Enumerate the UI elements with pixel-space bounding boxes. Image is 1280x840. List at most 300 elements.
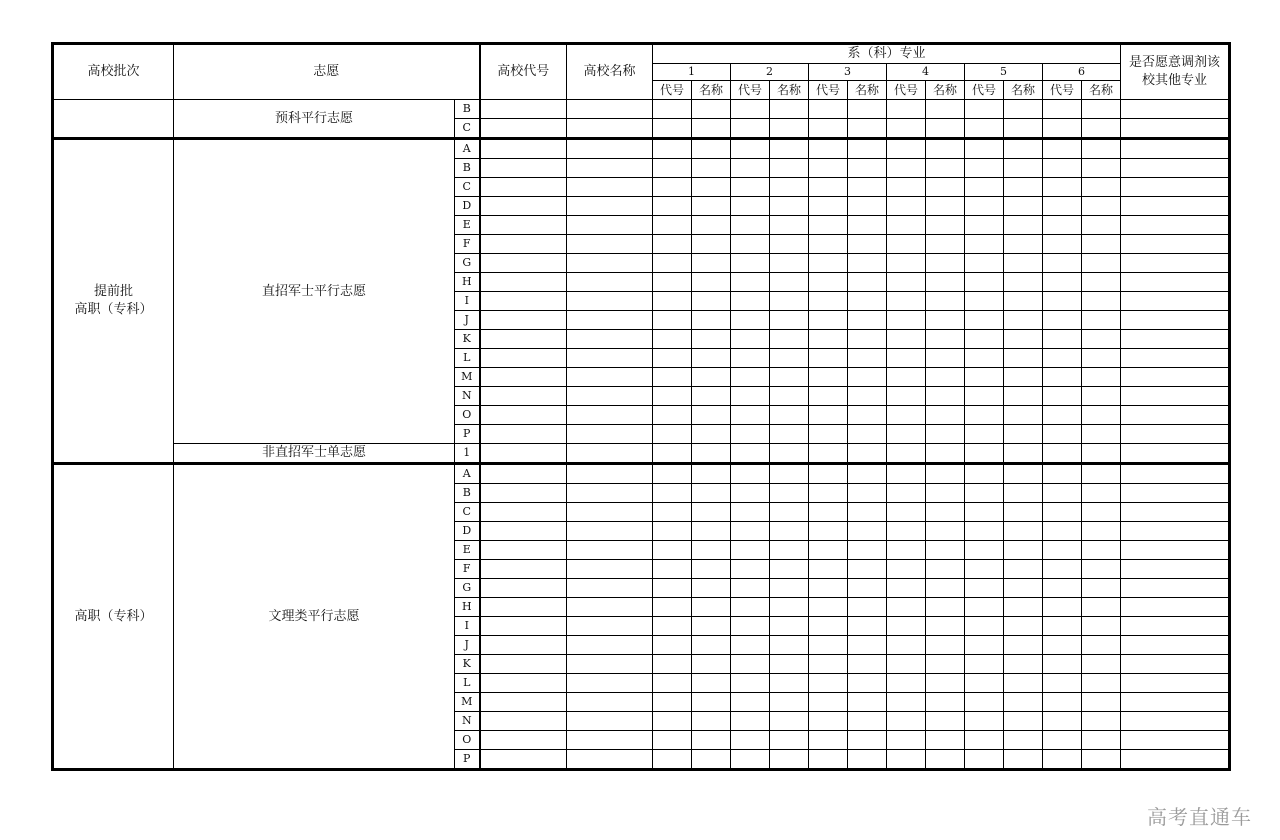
- adjust-cell[interactable]: [1121, 178, 1230, 197]
- major-name-cell[interactable]: [1004, 330, 1043, 349]
- major-name-cell[interactable]: [848, 636, 887, 655]
- major-code-cell[interactable]: [1043, 159, 1082, 178]
- major-code-cell[interactable]: [1043, 254, 1082, 273]
- major-name-cell[interactable]: [770, 655, 809, 674]
- adjust-cell[interactable]: [1121, 636, 1230, 655]
- major-name-cell[interactable]: [926, 655, 965, 674]
- school-code-cell[interactable]: [480, 464, 567, 484]
- major-code-cell[interactable]: [1043, 617, 1082, 636]
- major-name-cell[interactable]: [848, 693, 887, 712]
- major-code-cell[interactable]: [965, 674, 1004, 693]
- school-code-cell[interactable]: [480, 139, 567, 159]
- major-code-cell[interactable]: [1043, 693, 1082, 712]
- major-code-cell[interactable]: [653, 617, 692, 636]
- school-name-cell[interactable]: [567, 560, 653, 579]
- major-name-cell[interactable]: [1004, 484, 1043, 503]
- major-name-cell[interactable]: [1004, 254, 1043, 273]
- major-name-cell[interactable]: [770, 598, 809, 617]
- major-code-cell[interactable]: [965, 655, 1004, 674]
- major-name-cell[interactable]: [692, 541, 731, 560]
- major-name-cell[interactable]: [692, 197, 731, 216]
- major-name-cell[interactable]: [848, 541, 887, 560]
- school-name-cell[interactable]: [567, 444, 653, 464]
- school-code-cell[interactable]: [480, 387, 567, 406]
- major-name-cell[interactable]: [926, 139, 965, 159]
- major-code-cell[interactable]: [653, 292, 692, 311]
- major-code-cell[interactable]: [1043, 712, 1082, 731]
- major-name-cell[interactable]: [1082, 368, 1121, 387]
- major-code-cell[interactable]: [809, 406, 848, 425]
- major-code-cell[interactable]: [809, 712, 848, 731]
- school-name-cell[interactable]: [567, 119, 653, 139]
- major-code-cell[interactable]: [809, 235, 848, 254]
- major-code-cell[interactable]: [653, 235, 692, 254]
- adjust-cell[interactable]: [1121, 522, 1230, 541]
- major-code-cell[interactable]: [887, 330, 926, 349]
- school-name-cell[interactable]: [567, 368, 653, 387]
- major-code-cell[interactable]: [965, 139, 1004, 159]
- major-name-cell[interactable]: [1082, 484, 1121, 503]
- major-name-cell[interactable]: [848, 254, 887, 273]
- major-name-cell[interactable]: [848, 349, 887, 368]
- major-code-cell[interactable]: [887, 674, 926, 693]
- major-code-cell[interactable]: [887, 235, 926, 254]
- major-code-cell[interactable]: [887, 197, 926, 216]
- school-code-cell[interactable]: [480, 560, 567, 579]
- major-name-cell[interactable]: [692, 693, 731, 712]
- major-code-cell[interactable]: [887, 655, 926, 674]
- major-code-cell[interactable]: [653, 693, 692, 712]
- major-code-cell[interactable]: [809, 273, 848, 292]
- major-code-cell[interactable]: [653, 655, 692, 674]
- major-code-cell[interactable]: [809, 139, 848, 159]
- adjust-cell[interactable]: [1121, 693, 1230, 712]
- major-name-cell[interactable]: [1082, 464, 1121, 484]
- major-name-cell[interactable]: [926, 235, 965, 254]
- major-name-cell[interactable]: [1082, 560, 1121, 579]
- school-code-cell[interactable]: [480, 292, 567, 311]
- major-name-cell[interactable]: [1004, 292, 1043, 311]
- major-code-cell[interactable]: [809, 503, 848, 522]
- major-code-cell[interactable]: [653, 216, 692, 235]
- major-code-cell[interactable]: [1043, 368, 1082, 387]
- major-code-cell[interactable]: [965, 425, 1004, 444]
- major-name-cell[interactable]: [1082, 750, 1121, 770]
- school-name-cell[interactable]: [567, 522, 653, 541]
- major-name-cell[interactable]: [1082, 119, 1121, 139]
- school-code-cell[interactable]: [480, 330, 567, 349]
- major-name-cell[interactable]: [848, 406, 887, 425]
- school-code-cell[interactable]: [480, 254, 567, 273]
- major-name-cell[interactable]: [926, 216, 965, 235]
- major-code-cell[interactable]: [965, 273, 1004, 292]
- major-name-cell[interactable]: [1082, 100, 1121, 119]
- major-name-cell[interactable]: [926, 406, 965, 425]
- major-code-cell[interactable]: [1043, 311, 1082, 330]
- major-name-cell[interactable]: [1004, 464, 1043, 484]
- major-code-cell[interactable]: [653, 503, 692, 522]
- major-code-cell[interactable]: [809, 159, 848, 178]
- major-code-cell[interactable]: [809, 636, 848, 655]
- major-code-cell[interactable]: [809, 655, 848, 674]
- school-code-cell[interactable]: [480, 311, 567, 330]
- major-code-cell[interactable]: [731, 235, 770, 254]
- school-name-cell[interactable]: [567, 100, 653, 119]
- major-code-cell[interactable]: [653, 349, 692, 368]
- major-code-cell[interactable]: [653, 750, 692, 770]
- major-name-cell[interactable]: [848, 216, 887, 235]
- major-code-cell[interactable]: [809, 579, 848, 598]
- major-name-cell[interactable]: [1004, 349, 1043, 368]
- major-name-cell[interactable]: [1004, 139, 1043, 159]
- major-name-cell[interactable]: [926, 444, 965, 464]
- major-code-cell[interactable]: [1043, 235, 1082, 254]
- adjust-cell[interactable]: [1121, 560, 1230, 579]
- major-name-cell[interactable]: [1004, 235, 1043, 254]
- school-code-cell[interactable]: [480, 216, 567, 235]
- major-name-cell[interactable]: [770, 541, 809, 560]
- major-code-cell[interactable]: [809, 750, 848, 770]
- major-name-cell[interactable]: [926, 254, 965, 273]
- school-name-cell[interactable]: [567, 598, 653, 617]
- major-code-cell[interactable]: [1043, 750, 1082, 770]
- major-code-cell[interactable]: [731, 444, 770, 464]
- adjust-cell[interactable]: [1121, 464, 1230, 484]
- major-name-cell[interactable]: [692, 139, 731, 159]
- major-code-cell[interactable]: [887, 100, 926, 119]
- major-code-cell[interactable]: [965, 387, 1004, 406]
- major-code-cell[interactable]: [965, 368, 1004, 387]
- major-code-cell[interactable]: [887, 560, 926, 579]
- major-name-cell[interactable]: [1004, 598, 1043, 617]
- major-name-cell[interactable]: [692, 330, 731, 349]
- major-name-cell[interactable]: [926, 598, 965, 617]
- major-code-cell[interactable]: [887, 406, 926, 425]
- major-name-cell[interactable]: [1082, 731, 1121, 750]
- major-name-cell[interactable]: [1082, 197, 1121, 216]
- major-code-cell[interactable]: [809, 100, 848, 119]
- major-name-cell[interactable]: [1082, 311, 1121, 330]
- school-code-cell[interactable]: [480, 119, 567, 139]
- adjust-cell[interactable]: [1121, 119, 1230, 139]
- school-name-cell[interactable]: [567, 712, 653, 731]
- major-code-cell[interactable]: [653, 598, 692, 617]
- major-code-cell[interactable]: [887, 273, 926, 292]
- major-name-cell[interactable]: [1004, 425, 1043, 444]
- major-code-cell[interactable]: [809, 254, 848, 273]
- school-code-cell[interactable]: [480, 368, 567, 387]
- major-code-cell[interactable]: [1043, 655, 1082, 674]
- school-code-cell[interactable]: [480, 712, 567, 731]
- major-code-cell[interactable]: [731, 254, 770, 273]
- adjust-cell[interactable]: [1121, 444, 1230, 464]
- major-name-cell[interactable]: [926, 349, 965, 368]
- major-name-cell[interactable]: [926, 693, 965, 712]
- major-name-cell[interactable]: [1004, 731, 1043, 750]
- major-name-cell[interactable]: [926, 292, 965, 311]
- major-code-cell[interactable]: [809, 464, 848, 484]
- major-code-cell[interactable]: [887, 425, 926, 444]
- major-name-cell[interactable]: [692, 484, 731, 503]
- school-name-cell[interactable]: [567, 731, 653, 750]
- major-name-cell[interactable]: [692, 311, 731, 330]
- major-name-cell[interactable]: [926, 522, 965, 541]
- school-name-cell[interactable]: [567, 273, 653, 292]
- major-name-cell[interactable]: [692, 617, 731, 636]
- major-code-cell[interactable]: [887, 292, 926, 311]
- major-code-cell[interactable]: [809, 387, 848, 406]
- major-name-cell[interactable]: [1082, 444, 1121, 464]
- major-name-cell[interactable]: [692, 100, 731, 119]
- major-code-cell[interactable]: [887, 139, 926, 159]
- major-code-cell[interactable]: [731, 100, 770, 119]
- adjust-cell[interactable]: [1121, 731, 1230, 750]
- major-code-cell[interactable]: [731, 484, 770, 503]
- major-code-cell[interactable]: [1043, 100, 1082, 119]
- major-name-cell[interactable]: [1004, 178, 1043, 197]
- major-code-cell[interactable]: [887, 484, 926, 503]
- major-name-cell[interactable]: [770, 503, 809, 522]
- major-code-cell[interactable]: [653, 254, 692, 273]
- major-code-cell[interactable]: [887, 444, 926, 464]
- major-code-cell[interactable]: [887, 216, 926, 235]
- major-code-cell[interactable]: [653, 330, 692, 349]
- major-code-cell[interactable]: [809, 541, 848, 560]
- major-code-cell[interactable]: [1043, 484, 1082, 503]
- major-code-cell[interactable]: [809, 674, 848, 693]
- major-code-cell[interactable]: [1043, 330, 1082, 349]
- major-code-cell[interactable]: [731, 197, 770, 216]
- major-name-cell[interactable]: [1004, 119, 1043, 139]
- major-code-cell[interactable]: [1043, 444, 1082, 464]
- major-name-cell[interactable]: [848, 674, 887, 693]
- school-name-cell[interactable]: [567, 311, 653, 330]
- adjust-cell[interactable]: [1121, 349, 1230, 368]
- major-code-cell[interactable]: [809, 484, 848, 503]
- adjust-cell[interactable]: [1121, 273, 1230, 292]
- major-code-cell[interactable]: [1043, 387, 1082, 406]
- major-code-cell[interactable]: [731, 406, 770, 425]
- major-code-cell[interactable]: [653, 100, 692, 119]
- major-code-cell[interactable]: [887, 349, 926, 368]
- major-name-cell[interactable]: [848, 311, 887, 330]
- major-name-cell[interactable]: [926, 560, 965, 579]
- adjust-cell[interactable]: [1121, 579, 1230, 598]
- major-name-cell[interactable]: [1004, 655, 1043, 674]
- major-code-cell[interactable]: [809, 368, 848, 387]
- major-code-cell[interactable]: [1043, 406, 1082, 425]
- school-name-cell[interactable]: [567, 503, 653, 522]
- major-code-cell[interactable]: [887, 387, 926, 406]
- major-name-cell[interactable]: [848, 617, 887, 636]
- major-name-cell[interactable]: [692, 349, 731, 368]
- major-name-cell[interactable]: [692, 425, 731, 444]
- school-code-cell[interactable]: [480, 159, 567, 178]
- adjust-cell[interactable]: [1121, 254, 1230, 273]
- major-code-cell[interactable]: [809, 693, 848, 712]
- major-name-cell[interactable]: [770, 579, 809, 598]
- major-code-cell[interactable]: [1043, 731, 1082, 750]
- major-name-cell[interactable]: [1082, 159, 1121, 178]
- school-name-cell[interactable]: [567, 655, 653, 674]
- adjust-cell[interactable]: [1121, 406, 1230, 425]
- major-code-cell[interactable]: [731, 579, 770, 598]
- major-code-cell[interactable]: [731, 159, 770, 178]
- major-name-cell[interactable]: [848, 522, 887, 541]
- major-name-cell[interactable]: [1004, 368, 1043, 387]
- major-name-cell[interactable]: [926, 119, 965, 139]
- major-name-cell[interactable]: [1082, 617, 1121, 636]
- major-name-cell[interactable]: [770, 693, 809, 712]
- school-name-cell[interactable]: [567, 693, 653, 712]
- major-name-cell[interactable]: [770, 731, 809, 750]
- major-name-cell[interactable]: [770, 368, 809, 387]
- major-name-cell[interactable]: [926, 674, 965, 693]
- major-name-cell[interactable]: [1082, 216, 1121, 235]
- major-name-cell[interactable]: [770, 674, 809, 693]
- major-name-cell[interactable]: [1004, 387, 1043, 406]
- major-code-cell[interactable]: [731, 292, 770, 311]
- major-code-cell[interactable]: [887, 119, 926, 139]
- major-code-cell[interactable]: [809, 560, 848, 579]
- major-name-cell[interactable]: [1004, 159, 1043, 178]
- major-name-cell[interactable]: [926, 579, 965, 598]
- major-code-cell[interactable]: [887, 311, 926, 330]
- major-code-cell[interactable]: [965, 444, 1004, 464]
- major-name-cell[interactable]: [770, 617, 809, 636]
- major-code-cell[interactable]: [731, 655, 770, 674]
- major-code-cell[interactable]: [653, 159, 692, 178]
- major-code-cell[interactable]: [809, 522, 848, 541]
- school-code-cell[interactable]: [480, 406, 567, 425]
- major-name-cell[interactable]: [770, 139, 809, 159]
- major-name-cell[interactable]: [692, 503, 731, 522]
- major-name-cell[interactable]: [848, 655, 887, 674]
- major-name-cell[interactable]: [770, 235, 809, 254]
- major-code-cell[interactable]: [731, 617, 770, 636]
- adjust-cell[interactable]: [1121, 387, 1230, 406]
- major-name-cell[interactable]: [848, 484, 887, 503]
- major-code-cell[interactable]: [965, 330, 1004, 349]
- major-code-cell[interactable]: [887, 636, 926, 655]
- major-name-cell[interactable]: [1082, 636, 1121, 655]
- school-code-cell[interactable]: [480, 655, 567, 674]
- adjust-cell[interactable]: [1121, 503, 1230, 522]
- major-name-cell[interactable]: [926, 503, 965, 522]
- major-name-cell[interactable]: [1004, 216, 1043, 235]
- major-code-cell[interactable]: [809, 178, 848, 197]
- major-name-cell[interactable]: [1082, 425, 1121, 444]
- major-code-cell[interactable]: [731, 750, 770, 770]
- major-code-cell[interactable]: [1043, 598, 1082, 617]
- major-name-cell[interactable]: [926, 425, 965, 444]
- major-name-cell[interactable]: [692, 406, 731, 425]
- school-code-cell[interactable]: [480, 178, 567, 197]
- major-name-cell[interactable]: [1082, 693, 1121, 712]
- major-name-cell[interactable]: [848, 159, 887, 178]
- school-code-cell[interactable]: [480, 100, 567, 119]
- major-code-cell[interactable]: [731, 387, 770, 406]
- adjust-cell[interactable]: [1121, 617, 1230, 636]
- major-name-cell[interactable]: [848, 750, 887, 770]
- major-name-cell[interactable]: [1004, 503, 1043, 522]
- school-code-cell[interactable]: [480, 425, 567, 444]
- major-code-cell[interactable]: [965, 503, 1004, 522]
- major-name-cell[interactable]: [848, 368, 887, 387]
- school-name-cell[interactable]: [567, 387, 653, 406]
- major-name-cell[interactable]: [692, 750, 731, 770]
- school-name-cell[interactable]: [567, 197, 653, 216]
- major-name-cell[interactable]: [692, 273, 731, 292]
- major-name-cell[interactable]: [1004, 541, 1043, 560]
- adjust-cell[interactable]: [1121, 216, 1230, 235]
- major-code-cell[interactable]: [887, 464, 926, 484]
- major-code-cell[interactable]: [731, 712, 770, 731]
- school-code-cell[interactable]: [480, 693, 567, 712]
- major-name-cell[interactable]: [848, 119, 887, 139]
- major-name-cell[interactable]: [692, 560, 731, 579]
- adjust-cell[interactable]: [1121, 330, 1230, 349]
- school-name-cell[interactable]: [567, 178, 653, 197]
- major-code-cell[interactable]: [1043, 349, 1082, 368]
- major-name-cell[interactable]: [692, 178, 731, 197]
- major-code-cell[interactable]: [653, 425, 692, 444]
- school-code-cell[interactable]: [480, 444, 567, 464]
- major-code-cell[interactable]: [887, 159, 926, 178]
- major-code-cell[interactable]: [965, 292, 1004, 311]
- adjust-cell[interactable]: [1121, 139, 1230, 159]
- adjust-cell[interactable]: [1121, 712, 1230, 731]
- major-code-cell[interactable]: [1043, 541, 1082, 560]
- major-code-cell[interactable]: [965, 159, 1004, 178]
- major-code-cell[interactable]: [731, 522, 770, 541]
- major-name-cell[interactable]: [1082, 292, 1121, 311]
- major-code-cell[interactable]: [809, 425, 848, 444]
- major-code-cell[interactable]: [887, 368, 926, 387]
- major-name-cell[interactable]: [848, 579, 887, 598]
- major-code-cell[interactable]: [965, 349, 1004, 368]
- major-name-cell[interactable]: [770, 444, 809, 464]
- major-code-cell[interactable]: [965, 560, 1004, 579]
- major-name-cell[interactable]: [692, 254, 731, 273]
- major-name-cell[interactable]: [1082, 522, 1121, 541]
- major-code-cell[interactable]: [965, 119, 1004, 139]
- major-name-cell[interactable]: [1004, 406, 1043, 425]
- major-code-cell[interactable]: [965, 522, 1004, 541]
- major-name-cell[interactable]: [692, 579, 731, 598]
- major-code-cell[interactable]: [809, 598, 848, 617]
- major-name-cell[interactable]: [770, 292, 809, 311]
- major-name-cell[interactable]: [1004, 560, 1043, 579]
- major-code-cell[interactable]: [965, 406, 1004, 425]
- major-name-cell[interactable]: [926, 273, 965, 292]
- adjust-cell[interactable]: [1121, 598, 1230, 617]
- school-name-cell[interactable]: [567, 330, 653, 349]
- major-code-cell[interactable]: [731, 139, 770, 159]
- major-name-cell[interactable]: [1004, 674, 1043, 693]
- major-code-cell[interactable]: [809, 330, 848, 349]
- major-name-cell[interactable]: [770, 216, 809, 235]
- major-name-cell[interactable]: [926, 178, 965, 197]
- major-name-cell[interactable]: [770, 100, 809, 119]
- major-name-cell[interactable]: [770, 425, 809, 444]
- major-code-cell[interactable]: [1043, 216, 1082, 235]
- major-name-cell[interactable]: [770, 349, 809, 368]
- major-name-cell[interactable]: [770, 159, 809, 178]
- major-name-cell[interactable]: [692, 119, 731, 139]
- major-name-cell[interactable]: [770, 464, 809, 484]
- major-name-cell[interactable]: [926, 731, 965, 750]
